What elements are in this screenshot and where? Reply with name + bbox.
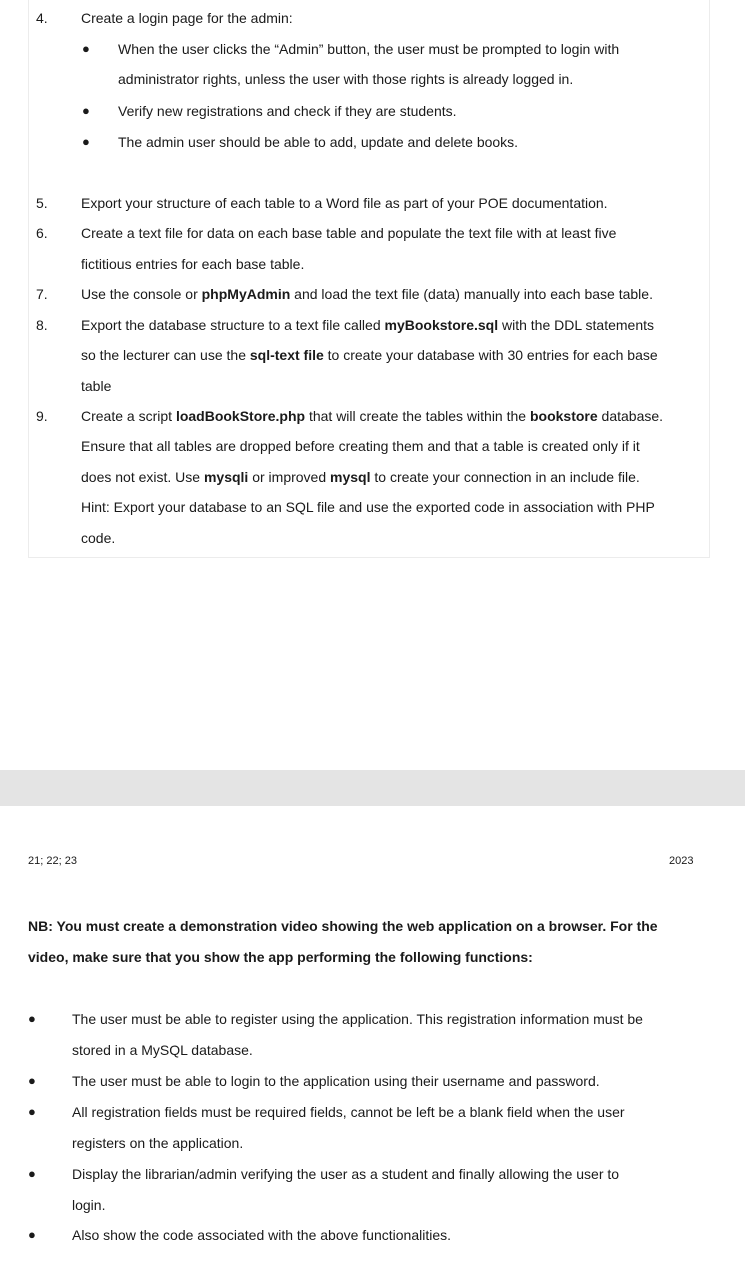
sub-bullet-text: Verify new registrations and check if they are students. xyxy=(118,103,457,119)
sub-bullet-text: When the user clicks the “Admin” button, the user must be prompted to login with xyxy=(118,41,620,57)
item-number: 8. xyxy=(36,317,48,333)
item-text: Ensure that all tables are dropped before creating them and that a table is created only if it xyxy=(81,438,640,454)
item-text: does not exist. Use mysqli or improved mysql to create your connection in an include file. xyxy=(81,469,640,485)
nb-line: video, make sure that you show the app performing the following functions: xyxy=(28,948,533,965)
sub-bullet-text: The admin user should be able to add, update and delete books. xyxy=(118,134,519,150)
bullet-icon: ● xyxy=(28,1011,36,1026)
document-page-2 xyxy=(0,806,745,1280)
item-text: fictitious entries for each base table. xyxy=(81,256,305,272)
item-text: code. xyxy=(81,530,116,546)
nb-paragraph xyxy=(28,911,708,972)
bullet-icon: ● xyxy=(28,1104,36,1119)
bullet-icon: ● xyxy=(28,1227,36,1242)
bullet-text: login. xyxy=(72,1197,106,1213)
bullet-icon: ● xyxy=(28,1166,36,1181)
bullet-text: The user must be able to register using the application. This registration information must be xyxy=(72,1011,643,1027)
item-number: 6. xyxy=(36,225,48,241)
bullet-text: Also show the code associated with the above functionalities. xyxy=(72,1227,452,1243)
bullet-text: registers on the application. xyxy=(72,1135,244,1151)
bullet-icon: ● xyxy=(82,41,90,56)
item-number: 4. xyxy=(36,10,48,26)
bullet-text: All registration fields must be required fields, cannot be left be a blank field when the user xyxy=(72,1104,625,1120)
item-text: so the lecturer can use the sql-text file to create your database with 30 entries for each base xyxy=(81,347,658,363)
bullet-icon: ● xyxy=(82,134,90,149)
item-number: 5. xyxy=(36,195,48,211)
sub-bullet-text: administrator rights, unless the user with those rights is already logged in. xyxy=(118,71,574,87)
page-header-left: 21; 22; 23 xyxy=(28,855,77,867)
item-text: table xyxy=(81,378,112,394)
item-text: Create a script loadBookStore.php that will create the tables within the bookstore database. xyxy=(81,408,664,424)
bullet-icon: ● xyxy=(82,103,90,118)
bullet-text: stored in a MySQL database. xyxy=(72,1042,253,1058)
bullet-text: Display the librarian/admin verifying the user as a student and finally allowing the user to xyxy=(72,1166,620,1182)
page-break-gap xyxy=(0,770,745,806)
item-text: Hint: Export your database to an SQL file and use the exported code in association with PHP xyxy=(81,499,655,515)
bullet-icon: ● xyxy=(28,1073,36,1088)
item-text: Export your structure of each table to a Word file as part of your POE documentation. xyxy=(81,195,608,211)
nb-line: NB: You must create a demonstration video showing the web application on a browser. For the xyxy=(28,918,658,934)
page-header-right: 2023 xyxy=(669,855,694,867)
item-text: Export the database structure to a text file called myBookstore.sql with the DDL statements xyxy=(81,317,654,333)
item-number: 7. xyxy=(36,286,48,302)
item-text: Create a text file for data on each base table and populate the text file with at least five xyxy=(81,225,617,241)
item-text: Create a login page for the admin: xyxy=(81,10,293,26)
item-number: 9. xyxy=(36,408,48,424)
bullet-text: The user must be able to login to the application using their username and password. xyxy=(72,1073,600,1089)
item-text: Use the console or phpMyAdmin and load the text file (data) manually into each base table. xyxy=(81,286,653,302)
